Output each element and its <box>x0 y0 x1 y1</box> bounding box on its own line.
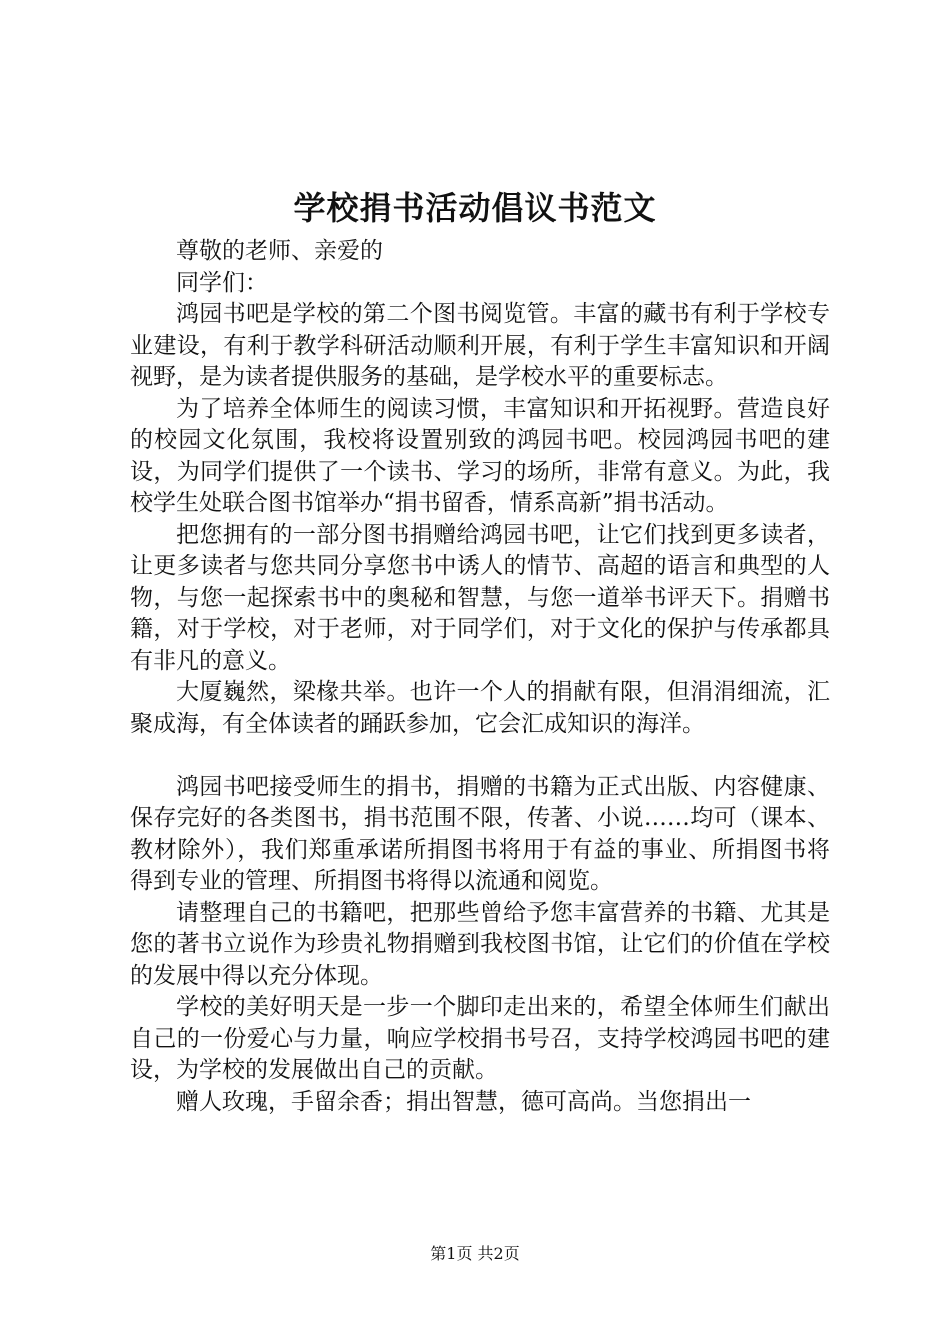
body-paragraph: 学校的美好明天是一步一个脚印走出来的，希望全体师生们献出自己的一份爱心与力量，响应学校捐书号召，支持学校鸿园书吧的建设，为学校的发展做出自己的贡献。 <box>130 994 830 1083</box>
document-title: 学校捐书活动倡议书范文 <box>293 189 657 227</box>
page-footer: 第1页 共2页 <box>430 1244 520 1263</box>
body-paragraph: 赠人玫瑰，手留余香；捐出智慧，德可高尚。当您捐出一 <box>176 1088 751 1115</box>
body-paragraph: 大厦巍然，梁椽共举。也许一个人的捐献有限，但涓涓细流，汇聚成海，有全体读者的踊跃参加，它会汇成知识的海洋。 <box>130 679 830 737</box>
greeting-line: 尊敬的老师、亲爱的 <box>176 238 383 264</box>
body-paragraph: 鸿园书吧接受师生的捐书，捐赠的书籍为正式出版、内容健康、保存完好的各类图书，捐书范围不限，传著、小说……均可（课本、教材除外），我们郑重承诺所捐图书将用于有益的事业、所捐图书将得到专业的管理、所捐图书将得以流通和阅览。 <box>130 773 830 894</box>
body-paragraph: 把您拥有的一部分图书捐赠给鸿园书吧，让它们找到更多读者，让更多读者与您共同分享您书中诱人的情节、高超的语言和典型的人物，与您一起探索书中的奥秘和智慧，与您一道举书评天下。捐赠书籍，对于学校，对于老师，对于同学们，对于文化的保护与传承都具有非凡的意义。 <box>130 521 830 674</box>
document-body <box>130 236 830 1118</box>
body-paragraph: 请整理自己的书籍吧，把那些曾给予您丰富营养的书籍、尤其是您的著书立说作为珍贵礼物捐赠到我校图书馆，让它们的价值在学校的发展中得以充分体现。 <box>130 899 830 989</box>
body-paragraph: 鸿园书吧是学校的第二个图书阅览管。丰富的藏书有利于学校专业建设，有利于教学科研活动顺利开展，有利于学生丰富知识和开阔视野，是为读者提供服务的基础，是学校水平的重要标志。 <box>130 301 830 390</box>
body-paragraph: 为了培养全体师生的阅读习惯，丰富知识和开拓视野。营造良好的校园文化氛围，我校将设置别致的鸿园书吧。校园鸿园书吧的建设，为同学们提供了一个读书、学习的场所，非常有意义。为此，我校学生处联合图书馆举办“捐书留香，情系高新”捐书活动。 <box>130 395 830 516</box>
greeting-line: 同学们： <box>176 269 268 296</box>
